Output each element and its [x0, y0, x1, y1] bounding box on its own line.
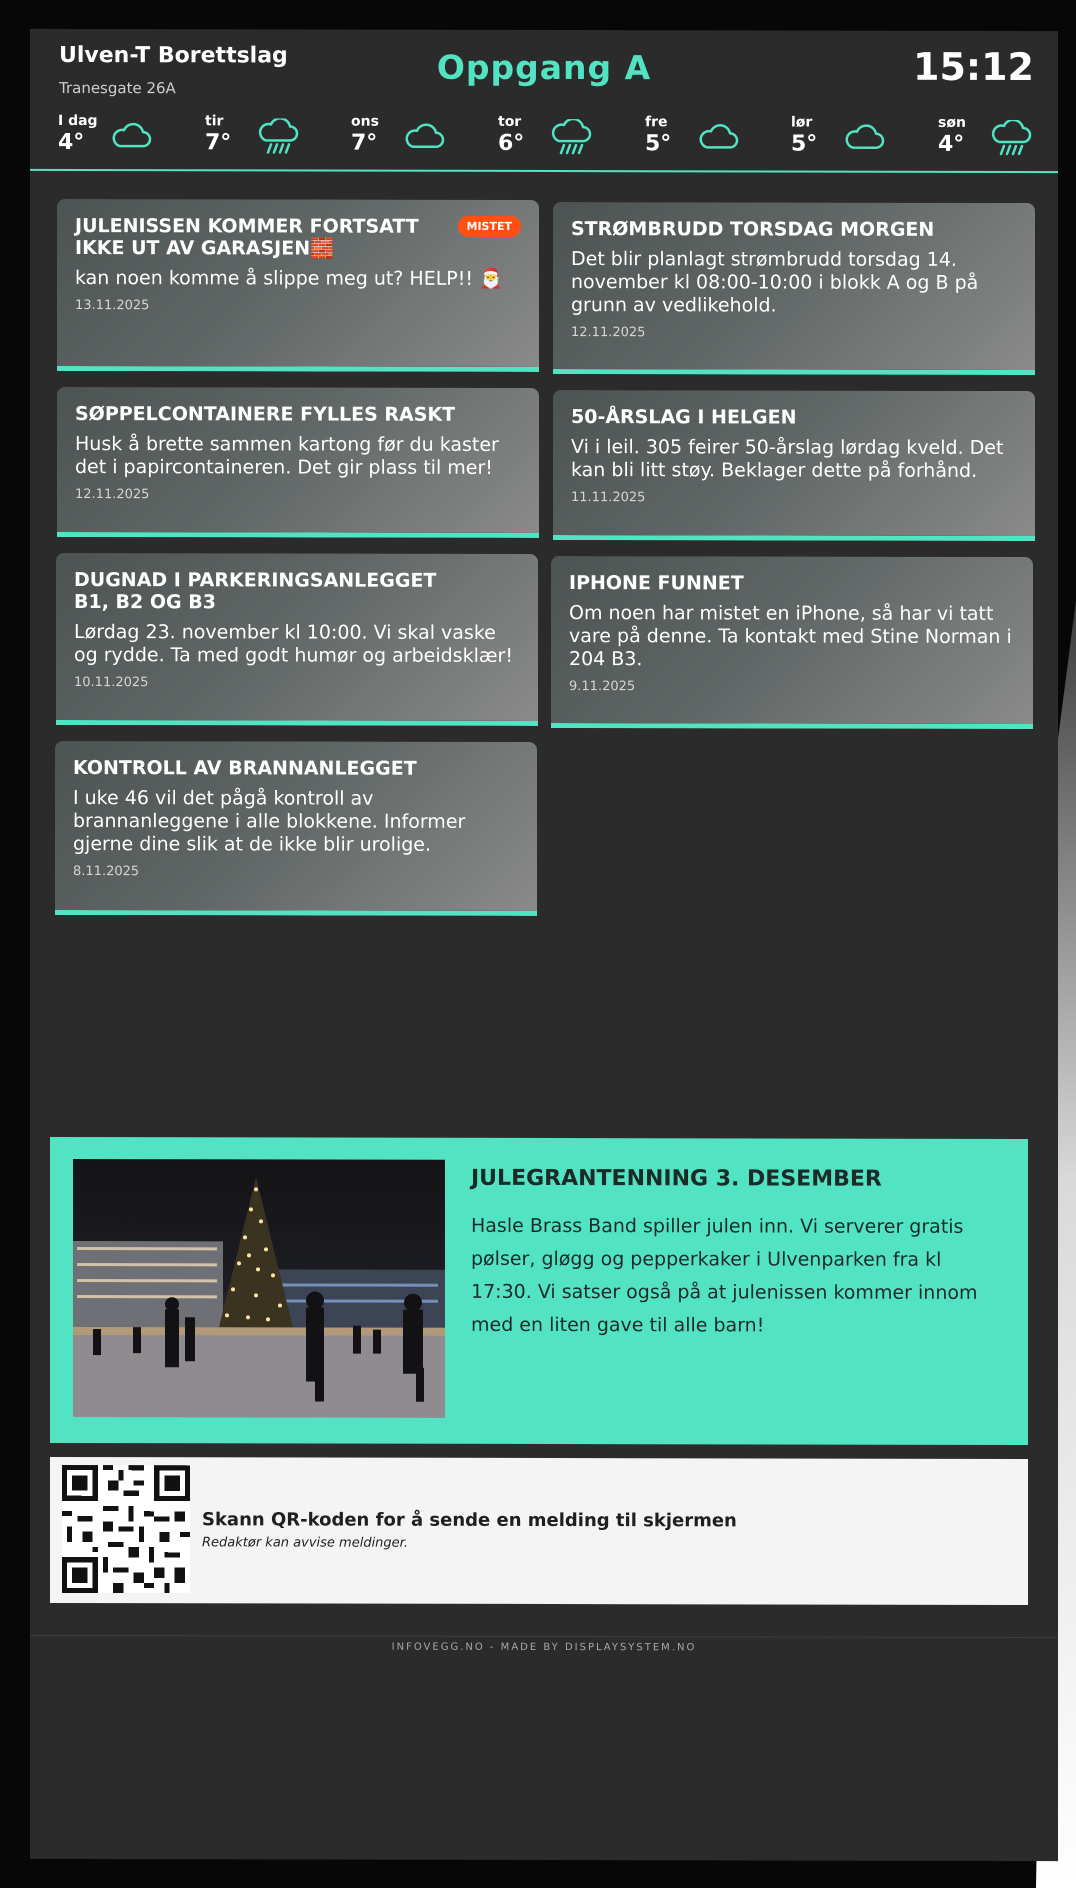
- qr-code[interactable]: [62, 1465, 190, 1593]
- notice-title: IPHONE FUNNET: [569, 572, 744, 595]
- footer-credit: INFOVEGG.NO - MADE BY DISPLAYSYSTEM.NO: [391, 1641, 697, 1654]
- notice-card[interactable]: [56, 553, 538, 726]
- notice-title: DUGNAD I PARKERINGSANLEGGET B1, B2 OG B3: [74, 569, 437, 614]
- weather-day: [791, 115, 901, 165]
- cloud-icon: [697, 119, 739, 157]
- weather-day-label: fre: [645, 114, 668, 131]
- notice-date: 13.11.2025: [75, 298, 150, 314]
- header: [30, 29, 1058, 171]
- notice-card[interactable]: [553, 202, 1035, 375]
- christmas-tree-photo: [73, 1159, 445, 1418]
- weather-day: [645, 114, 755, 164]
- notice-title: 50-ÅRSLAG I HELGEN: [571, 406, 797, 429]
- event-panel: [50, 1137, 1028, 1445]
- notice-card[interactable]: [57, 387, 539, 538]
- notice-body: kan noen komme å slippe meg ut? HELP!! 🎅: [75, 267, 503, 290]
- cloud-icon: [843, 120, 885, 158]
- notice-body: Det blir planlagt strømbrudd torsdag 14. november kl 08:00-10:00 i blokk A og B på grunn av vedlikehold.: [571, 248, 979, 317]
- clock: 15:12: [913, 44, 1034, 90]
- notice-title: STRØMBRUDD TORSDAG MORGEN: [571, 218, 935, 241]
- org-name: Ulven-T Borettslag: [59, 42, 288, 69]
- weather-temp: 7°: [351, 130, 378, 156]
- notice-date: 11.11.2025: [571, 490, 646, 506]
- notice-date: 12.11.2025: [75, 487, 150, 503]
- notice-title: JULENISSEN KOMMER FORTSATT IKKE UT AV GARASJEN🧱: [75, 215, 419, 260]
- weather-temp: 7°: [205, 130, 232, 156]
- notice-body: Om noen har mistet en iPhone, så har vi tatt vare på denne. Ta kontakt med Stine Norman i 204 B3.: [569, 602, 1012, 671]
- weather-day: [938, 115, 1048, 165]
- weather-day: [351, 114, 461, 164]
- notice-card[interactable]: [553, 390, 1035, 541]
- weather-temp: 4°: [938, 131, 965, 157]
- weather-temp: 5°: [645, 131, 672, 157]
- notice-body: Vi i leil. 305 feirer 50-årslag lørdag kveld. Det kan bli litt støy. Beklager dette på forhånd.: [571, 436, 1004, 482]
- qr-instruction: Skann QR-koden for å sende en melding til skjermen: [202, 1509, 737, 1532]
- notice-title: SØPPELCONTAINERE FYLLES RASKT: [75, 403, 456, 426]
- cloud-icon: [403, 119, 445, 157]
- cloud-icon: [110, 118, 152, 156]
- status-badge: MISTET: [458, 216, 521, 237]
- event-text: Hasle Brass Band spiller julen inn. Vi serverer gratis pølser, gløgg og pepperkaker i Ulvenparken fra kl 17:30. Vi satser også på at julenissen kommer innom med en liten gave til alle barn!: [471, 1214, 978, 1337]
- rain-cloud-icon: [990, 120, 1032, 158]
- address: Tranesgate 26A: [59, 78, 176, 98]
- notice-body: Husk å brette sammen kartong før du kaster det i papircontaineren. Det gir plass til mer!: [75, 433, 499, 479]
- weather-day-label: I dag: [58, 112, 98, 130]
- notice-date: 10.11.2025: [74, 675, 149, 691]
- rain-cloud-icon: [550, 119, 592, 157]
- notice-title: KONTROLL AV BRANNANLEGGET: [73, 757, 417, 780]
- footer-divider: [30, 1635, 1058, 1638]
- weather-day: [498, 114, 608, 164]
- notice-date: 9.11.2025: [569, 679, 636, 695]
- weather-day: [205, 113, 315, 163]
- weather-day-label: lør: [791, 114, 813, 131]
- notice-date: 8.11.2025: [73, 864, 140, 880]
- weather-temp: 6°: [498, 130, 525, 156]
- qr-note: Redaktør kan avvise meldinger.: [202, 1535, 408, 1551]
- weather-day-label: søn: [938, 114, 966, 131]
- display-screen: [30, 29, 1058, 1861]
- weather-day-label: tor: [498, 113, 522, 130]
- event-title: JULEGRANTENNING 3. DESEMBER: [471, 1165, 882, 1192]
- weather-temp: 4°: [58, 129, 85, 156]
- qr-panel: [50, 1457, 1028, 1605]
- notice-card[interactable]: [551, 556, 1033, 729]
- notice-body: I uke 46 vil det pågå kontroll av brannanleggene i alle blokkene. Informer gjerne dine slik at de ikke blir urolige.: [73, 787, 466, 856]
- weather-temp: 5°: [791, 131, 818, 157]
- location-title: Oppgang A: [436, 47, 652, 88]
- weather-day: [58, 113, 168, 163]
- notice-card[interactable]: [57, 199, 539, 372]
- notice-date: 12.11.2025: [571, 325, 646, 341]
- weather-forecast: [58, 113, 1038, 165]
- notice-body: Lørdag 23. november kl 10:00. Vi skal vaske og rydde. Ta med godt humør og arbeidsklær!: [74, 621, 513, 667]
- weather-day-label: ons: [351, 113, 379, 130]
- rain-cloud-icon: [257, 118, 299, 156]
- weather-day-label: tir: [205, 113, 224, 130]
- notice-card[interactable]: [55, 741, 537, 916]
